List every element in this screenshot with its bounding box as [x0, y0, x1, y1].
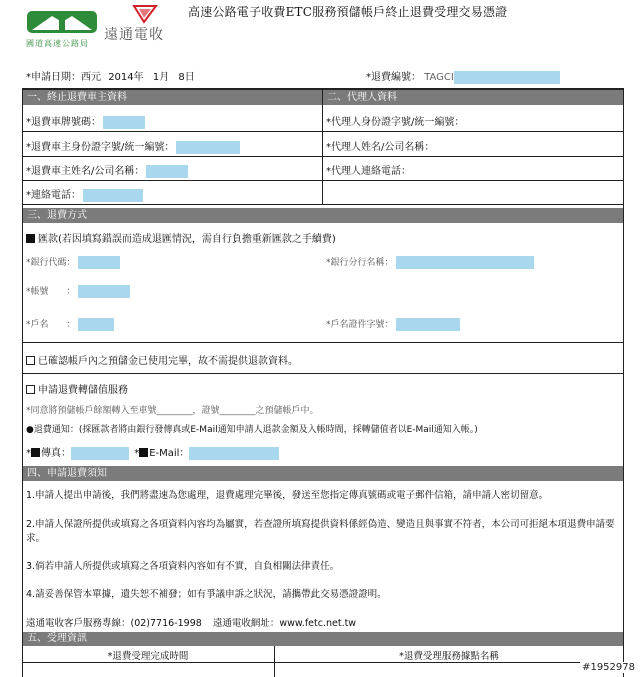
account-field[interactable] [78, 285, 130, 298]
owner-id-field[interactable] [176, 141, 240, 154]
contact-line: 遠通電收客戶服務專線：(02)7716-1998 遠通電收網址：www.fetc.net.tw [26, 618, 357, 629]
fetc-logo-icon [132, 4, 158, 24]
logo2-text: 遠通電收 [104, 27, 164, 43]
section5-header: 五、受理資訊 [23, 632, 623, 646]
section2-header: 二、代理人資料 [323, 90, 623, 105]
application-date: *申請日期：西元 2014年 1月 8日 [26, 72, 195, 83]
fax-check-icon[interactable] [31, 448, 40, 457]
section1-header: 一、終止退費車主資料 [23, 90, 322, 105]
transfer-note: *同意將預儲帳戶餘額轉入至車號________，證號________之預儲帳戶中。 [26, 406, 319, 416]
logo1-text: 國道高速公路局 [26, 39, 89, 48]
highway-logo-icon [26, 10, 98, 34]
owner-phone-row: *連絡電話： [26, 186, 143, 202]
website-link[interactable]: www.fetc.net.tw [279, 618, 357, 629]
refund-number-field[interactable] [454, 71, 560, 84]
owner-name-row: *退費車主姓名/公司名稱： [26, 162, 188, 178]
owner-plate-row: *退費車牌號碼： [26, 113, 145, 129]
account-name-field[interactable] [78, 318, 114, 331]
notify-contacts: * 傳真： * E-Mail： [26, 444, 279, 460]
fetc-logo [104, 4, 164, 44]
fax-field[interactable] [71, 447, 129, 460]
remit-option[interactable]: 匯款(若因填寫錯誤而造成退匯情況，需自行負擔重新匯款之手續費) [26, 230, 336, 245]
email-field[interactable] [189, 447, 279, 460]
section4-header: 四、申請退費須知 [23, 466, 623, 481]
watermark-id: #1952978 [582, 662, 635, 673]
highway-bureau-logo [26, 10, 98, 48]
agent-id-row: *代理人身份證字號/統一編號： [326, 117, 465, 128]
refund-notice: ●退費通知：(採匯款者將由銀行發傳真或E-Mail通知申請人退款金額及入帳時間，採轉儲值者以E-Mail通知入帳。) [26, 425, 478, 435]
notice-item-1: 1.申請人提出申請後，我們將盡速為您處理，退費處理完畢後，發送至您指定傳真號碼或電子郵件信箱，請申請人密切留意。 [26, 490, 549, 501]
completion-time-header: *退費受理完成時間 [107, 651, 189, 662]
email-check-icon[interactable] [139, 448, 148, 457]
transfer-option[interactable]: 申請退費轉儲值服務 [26, 381, 128, 396]
transfer-checkbox-icon[interactable] [26, 385, 35, 394]
confirm-option[interactable]: 已確認帳戶內之預儲金已使用完畢，故不需提供退款資料。 [26, 352, 298, 367]
bank-code-field[interactable] [78, 256, 120, 269]
owner-phone-field[interactable] [83, 189, 143, 202]
page-title: 高速公路電子收費ETC服務預儲帳戶終止退費受理交易憑證 [188, 5, 508, 19]
bank-code-row: *銀行代碼： [26, 255, 120, 269]
notice-item-2: 2.申請人保證所提供或填寫之各項資料內容均為屬實，若查證所填寫提供資料係經偽造、變造且與事實不符者，本公司可拒絕本項退費申請要求。 [26, 519, 615, 544]
agent-phone-row: *代理人連絡電話： [326, 166, 411, 177]
id-no-row: *戶名證件字號： [326, 317, 460, 331]
owner-id-row: *退費車主身份證字號/統一編號： [26, 138, 240, 154]
account-name-row: *戶名 ： [26, 317, 114, 331]
notice-item-3: 3.倘若申請人所提供或填寫之各項資料內容如有不實，自負相關法律責任。 [26, 561, 340, 572]
remit-checkbox-icon[interactable] [26, 234, 35, 243]
id-no-field[interactable] [396, 318, 460, 331]
agent-name-row: *代理人姓名/公司名稱： [326, 142, 435, 153]
branch-name-row: *銀行分行名稱： [326, 255, 534, 269]
service-point-header: *退費受理服務據點名稱 [399, 651, 499, 662]
branch-name-field[interactable] [396, 256, 534, 269]
owner-plate-field[interactable] [103, 116, 145, 129]
confirm-checkbox-icon[interactable] [26, 356, 35, 365]
section3-header: 三、退費方式 [23, 208, 623, 223]
refund-number: *退費編號： TAGCI [366, 68, 560, 84]
owner-name-field[interactable] [146, 165, 188, 178]
account-row: *帳號 ： [26, 284, 130, 298]
notice-item-4: 4.請妥善保管本單據，遺失恕不補發；如有爭議申訴之狀況，請攜帶此交易憑證證明。 [26, 589, 387, 600]
